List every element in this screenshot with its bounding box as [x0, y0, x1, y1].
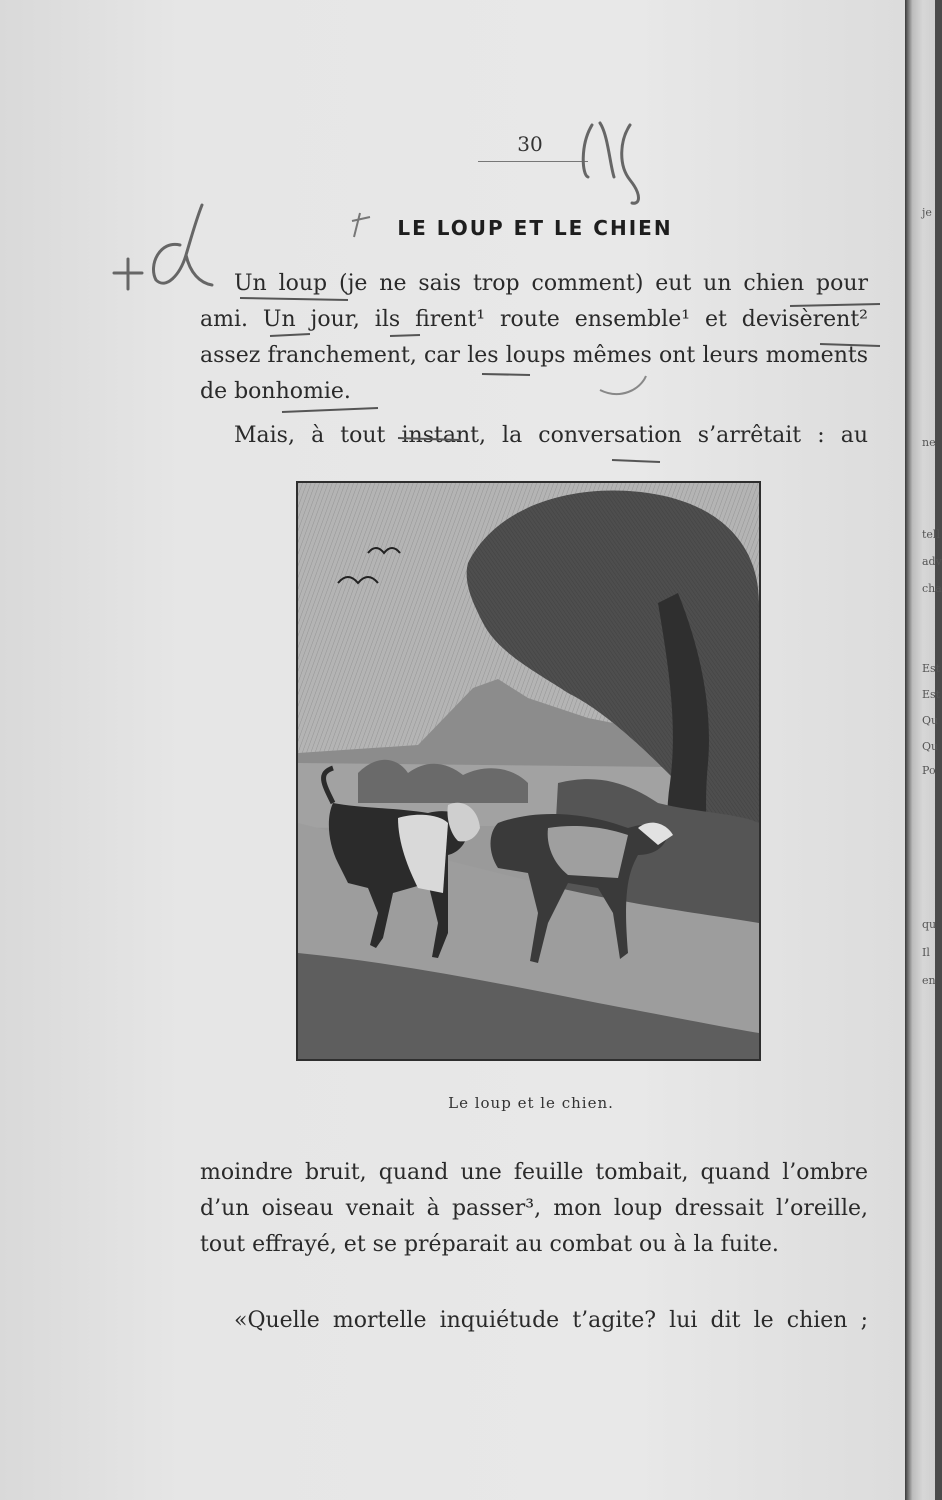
next-page-fragment: Est [922, 688, 941, 701]
paragraph-1: Un loup (je ne sais trop comment) eut un chien pour ami. Un jour, ils firent¹ route ensemble¹ et devisèrent² assez franchement, car les loups mêmes ont leurs moments de bonhomie. [200, 271, 868, 404]
wolf-and-dog-engraving [296, 481, 761, 1061]
page-number: 30 [517, 132, 543, 156]
next-page-fragment: Po [922, 764, 936, 777]
next-page-fragment: Qu [922, 740, 939, 753]
next-page-fragment: Qu [922, 714, 939, 727]
next-page-fragment: ne [922, 436, 936, 449]
pencil-page-number-mark [570, 105, 660, 215]
next-page-fragment: en [922, 974, 936, 987]
paragraph-2: Mais, à tout instant, la conversation s’arrêtait : au [234, 423, 868, 448]
next-page-fragment: Est [922, 662, 941, 675]
next-page-fragment: adv [922, 555, 942, 568]
next-page-fragment: tell [922, 528, 940, 541]
next-page-fragment: je [922, 206, 932, 219]
illustration-caption: Le loup et le chien. [448, 1094, 614, 1112]
paragraph-3: moindre bruit, quand une feuille tombait, quand l’ombre d’un oiseau venait à passer³, mon loup dressait l’oreille, tout effrayé, et se préparait au combat ou à la fuite. [200, 1160, 868, 1257]
engraving-artwork [298, 483, 759, 1059]
next-page-fragment: qu [922, 918, 937, 931]
paragraph-4: «Quelle mortelle inquiétude t’agite? lui dit le chien ; [234, 1308, 868, 1333]
next-page-fragment: cha [922, 582, 942, 595]
fable-title: LE LOUP ET LE CHIEN [397, 216, 673, 240]
next-page-fragment: Il [922, 946, 930, 959]
page-number-rule [478, 161, 588, 162]
